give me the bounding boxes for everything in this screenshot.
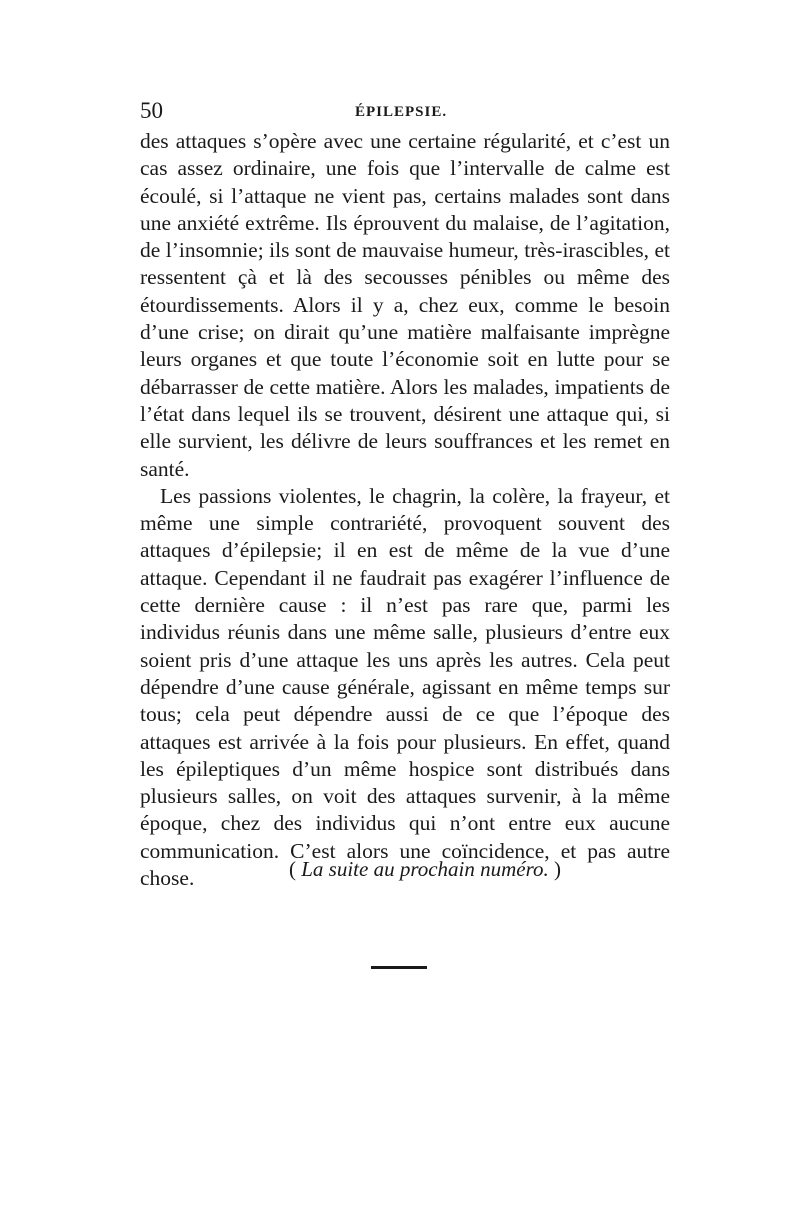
paragraph-1: des attaques s’opère avec une certaine régularité, et c’est un cas assez ordinaire, une fois que l’intervalle de calme est écoulé, si l’attaque ne vient pas, certains malades sont dans une anxiété extrême. Ils éprouvent du malaise, de l’agitation, de l’insomnie; ils sont de mauvaise humeur, très-irascibles, et ressentent çà et là des secousses pénibles ou même des étourdissements. Alors il y a, chez eux, comme le besoin d’une crise; on dirait qu’une matière malfaisante imprègne leurs organes et que toute l’économie soit en lutte pour se débarrasser de cette matière. Alors les malades, impatients de l’état dans lequel ils se trouvent, désirent une attaque qui, si elle survient, les délivre de leurs souffrances et les remet en santé. (140, 129, 670, 481)
running-head (140, 96, 668, 126)
continued-note-text: La suite au prochain numéro. (301, 857, 549, 881)
open-paren: ( (288, 857, 302, 881)
body-text (140, 128, 670, 892)
paragraph-2: Les passions violentes, le chagrin, la colère, la frayeur, et même une simple contrariété, provoquent souvent des attaques d’épilepsie; il en est de même de la vue d’une attaque. Cependant il ne faudrait pas exagérer l’influence de cette dernière cause : il n’est pas rare que, parmi les individus réunis dans une même salle, plusieurs d’entre eux soient pris d’une attaque les uns après les autres. Cela peut dépendre d’une cause générale, agissant en même temps sur tous; cela peut dépendre aussi de ce que l’époque des attaques est arrivée à la fois pour plusieurs. En effet, quand les épileptiques d’un même hospice sont distribués dans plusieurs salles, on voit des attaques survenir, à la même époque, chez des individus qui n’ont entre eux aucune communication. C’est alors une coïncidence, et pas autre chose. (140, 483, 670, 891)
continued-note (140, 855, 670, 883)
close-paren: ) (548, 857, 562, 881)
running-title: ÉPILEPSIE. (355, 104, 448, 120)
end-rule (371, 966, 427, 969)
page-number: 50 (140, 98, 163, 123)
